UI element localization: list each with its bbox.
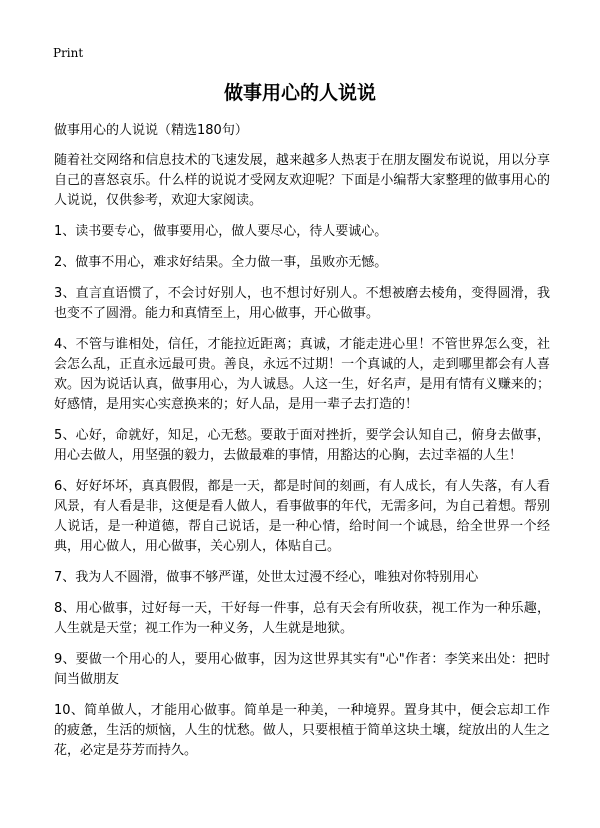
list-item: 4、不管与谁相处，信任，才能拉近距离；真诚，才能走进心里！不管世界怎么变，社会怎么乱，正直永远最可贵。善良，永远不过期！一个真诚的人，走到哪里都会有人喜欢。因为说话认真，做事用心，为人诚恳。人这一生，好名声，是用有情有义赚来的；好感情，是用实心实意换来的；好人品，是用一辈子去打造的！ [54,337,550,412]
list-item: 3、直言直语惯了，不会讨好别人，也不想讨好别人。不想被磨去棱角，变得圆滑，我也变不了圆滑。能力和真情至上，用心做事，开心做事。 [54,286,550,321]
list-item: 5、心好，命就好，知足，心无愁。要敢于面对挫折，要学会认知自己，俯身去做事，用心去做人，用坚强的毅力，去做最难的事情，用豁达的心胸，去过幸福的人生！ [54,428,550,463]
list-item: 7、我为人不圆滑，做事不够严谨，处世太过漫不经心，唯独对你特别用心 [54,570,479,585]
print-link[interactable]: Print [53,46,84,60]
list-item: 8、用心做事，过好每一天，干好每一件事，总有天会有所收获，视工作为一种乐趣，人生就是天堂；视工作为一种义务，人生就是地狱。 [54,601,550,636]
page-title: 做事用心的人说说 [223,82,376,104]
list-item: 6、好好坏坏，真真假假，都是一天，都是时间的刻画，有人成长，有人失落，有人看风景，有人看是非，这便是看人做人，看事做事的年代，无需多问，为自己着想。帮别人说话，是一种道德，帮自己说话，是一种心情，给时间一个诚恳，给全世界一个经典，用心做人，用心做事，关心别人，体贴自己。 [54,479,550,554]
list-item: 1、读书要专心，做事要用心，做人要尽心，待人要诚心。 [54,224,388,239]
list-item: 9、要做一个用心的人，要用心做事，因为这世界其实有"心"作者：李笑来出处：把时间当做朋友 [54,652,550,687]
article-body [54,121,550,772]
list-item: 2、做事不用心，难求好结果。全力做一事，虽败亦无憾。 [54,255,388,270]
list-item: 10、简单做人，才能用心做事。简单是一种美，一种境界。置身其中，便会忘却工作的疲惫，生活的烦恼，人生的忧愁。做人，只要根植于简单这块土壤，绽放出的人生之花，必定是芬芳而持久。 [54,703,550,758]
article-subtitle: 做事用心的人说说（精选180句） [54,123,248,138]
intro-paragraph: 随着社交网络和信息技术的飞速发展，越来越多人热衷于在朋友圈发布说说，用以分享自己的喜怒哀乐。什么样的说说才受网友欢迎呢？下面是小编帮大家整理的做事用心的人说说，仅供参考，欢迎大家阅读。 [54,153,550,208]
